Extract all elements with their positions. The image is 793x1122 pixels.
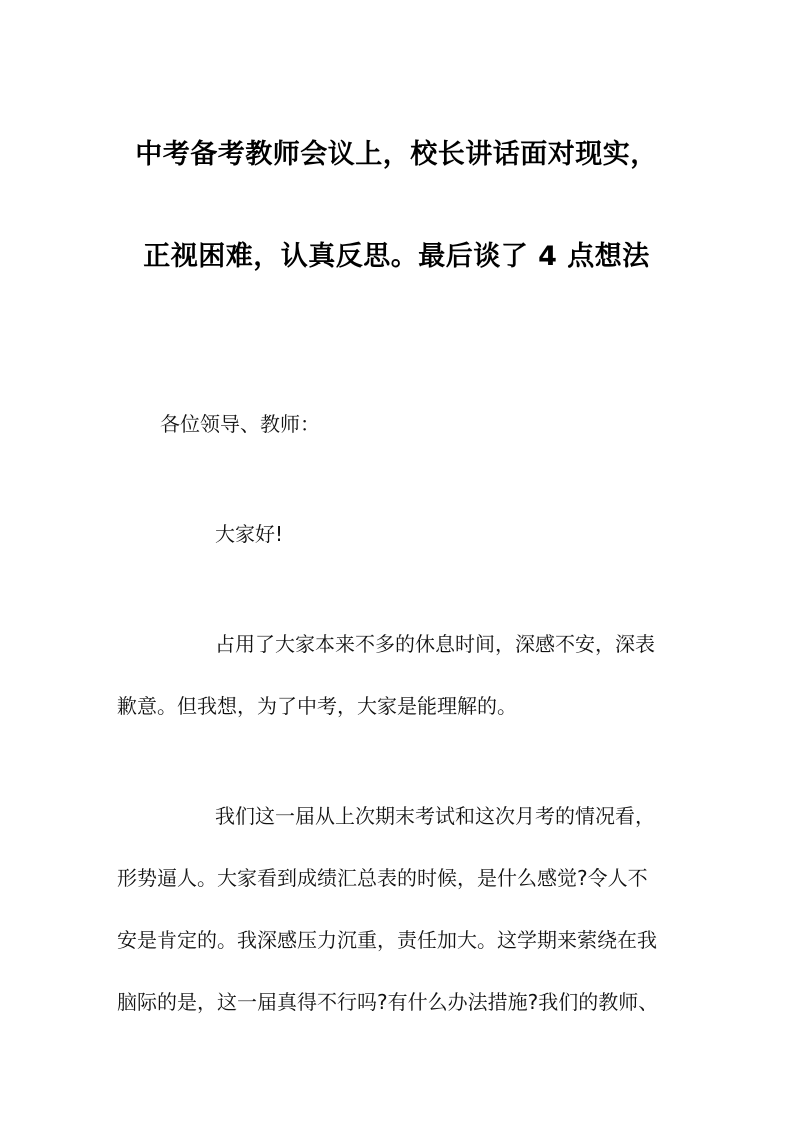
greeting: 大家好! <box>215 522 284 546</box>
document-title-line-1: 中考备考教师会议上，校长讲话面对现实， <box>135 139 658 170</box>
paragraph-2-line-1: 我们这一届从上次期末考试和这次月考的情况看， <box>215 804 655 828</box>
document-title-line-2: 正视困难，认真反思。最后谈了 4 点想法 <box>143 241 650 272</box>
paragraph-2-line-2: 形势逼人。大家看到成绩汇总表的时候，是什么感觉?令人不 <box>117 866 648 890</box>
salutation: 各位领导、教师： <box>160 412 320 436</box>
paragraph-2-line-3: 安是肯定的。我深感压力沉重，责任加大。这学期来萦绕在我 <box>117 928 657 952</box>
paragraph-1-line-1: 占用了大家本来不多的休息时间，深感不安，深表 <box>215 632 655 656</box>
paragraph-2-line-4: 脑际的是，这一届真得不行吗?有什么办法措施?我们的教师、 <box>117 990 659 1014</box>
paragraph-1-line-2: 歉意。但我想，为了中考，大家是能理解的。 <box>117 694 517 718</box>
